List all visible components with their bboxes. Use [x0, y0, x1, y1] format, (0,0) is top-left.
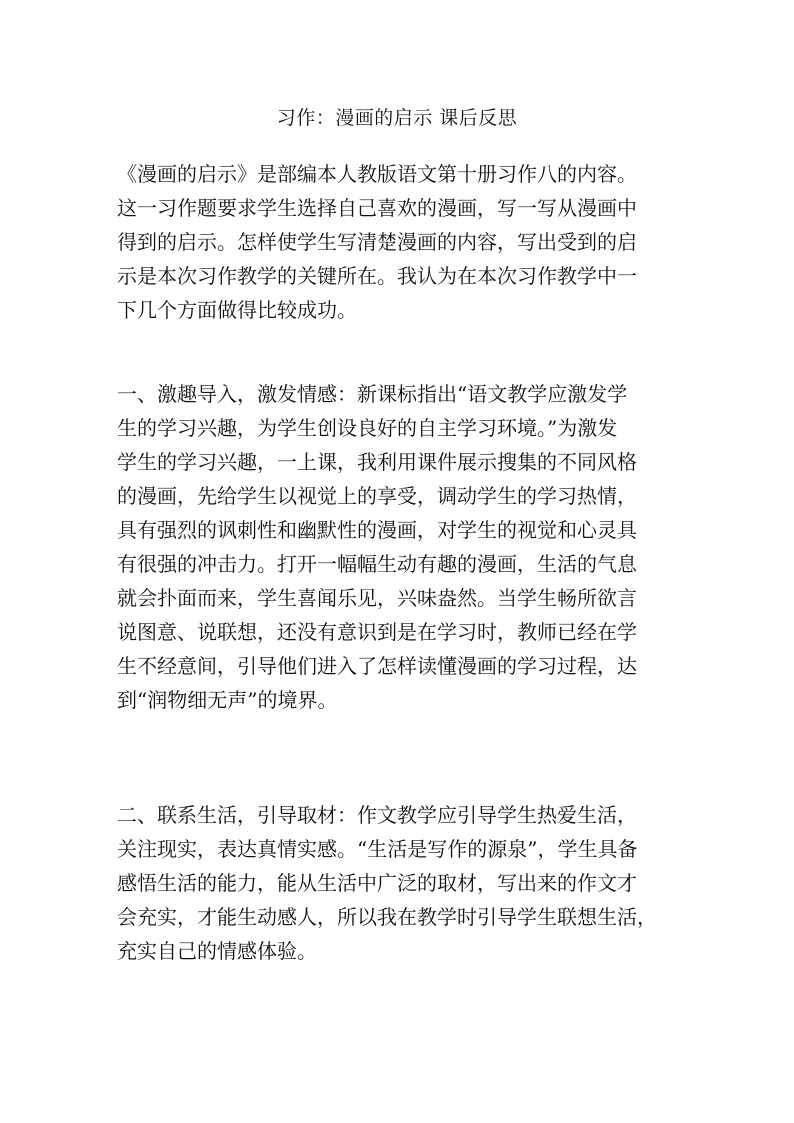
paragraph-line: 生不经意间，引导他们进入了怎样读懂漫画的学习过程，达	[117, 654, 637, 678]
paragraph-line: 《漫画的启示》是部编本人教版语文第十册习作八的内容。	[117, 162, 637, 186]
paragraph-line: 到“润物细无声”的境界。	[117, 688, 338, 712]
paragraph-line: 下几个方面做得比较成功。	[117, 298, 357, 322]
paragraph-line: 二、联系生活，引导取材：作文教学应引导学生热爱生活，	[117, 803, 637, 827]
paragraph-line: 示是本次习作教学的关键所在。我认为在本次习作教学中一	[117, 264, 637, 288]
paragraph-line: 关注现实，表达真情实感。“生活是写作的源泉”，学生具备	[117, 837, 638, 861]
paragraph-line: 的漫画，先给学生以视觉上的享受，调动学生的学习热情，	[117, 484, 637, 508]
paragraph-line: 生的学习兴趣，为学生创设良好的自主学习环境。”为激发	[117, 416, 618, 440]
paragraph-line: 得到的启示。怎样使学生写清楚漫画的内容，写出受到的启	[117, 230, 637, 254]
paragraph-line: 充实自己的情感体验。	[117, 939, 317, 963]
paragraph-line: 有很强的冲击力。打开一幅幅生动有趣的漫画，生活的气息	[117, 552, 637, 576]
paragraph-section-two	[117, 798, 683, 968]
paragraph-line: 这一习作题要求学生选择自己喜欢的漫画，写一写从漫画中	[117, 196, 637, 220]
paragraph-intro	[117, 157, 683, 327]
paragraph-line: 会充实，才能生动感人，所以我在教学时引导学生联想生活，	[117, 905, 657, 929]
paragraph-line: 具有强烈的讽刺性和幽默性的漫画，对学生的视觉和心灵具	[117, 518, 637, 542]
paragraph-section-one	[117, 377, 683, 717]
paragraph-line: 就会扑面而来，学生喜闻乐见，兴味盎然。当学生畅所欲言	[117, 586, 637, 610]
paragraph-line: 说图意、说联想，还没有意识到是在学习时，教师已经在学	[117, 620, 637, 644]
paragraph-line: 感悟生活的能力，能从生活中广泛的取材，写出来的作文才	[117, 871, 637, 895]
document-title: 习作：漫画的启示 课后反思	[276, 107, 518, 129]
paragraph-line: 学生的学习兴趣，一上课，我利用课件展示搜集的不同风格	[117, 450, 637, 474]
paragraph-line: 一、激趣导入，激发情感：新课标指出“语文教学应激发学	[117, 382, 628, 406]
